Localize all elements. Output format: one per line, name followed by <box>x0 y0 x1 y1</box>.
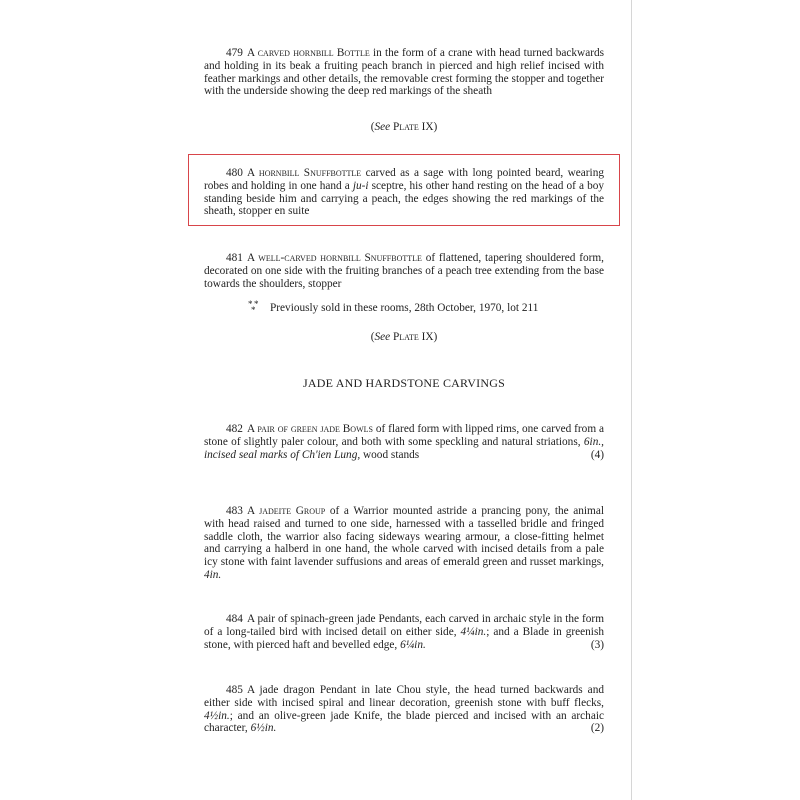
lot-description-cont: sceptre, his other hand resting on the head of a boy standing beside him and carrying a peach, the edges showing the red markings of the sheath, stopper en suite <box>204 179 605 218</box>
lot-483 <box>204 505 604 582</box>
lot-dimensions-2: 6½in. <box>250 722 277 735</box>
lot-description: of flared form with lipped rims, one carved from a stone of slightly paler colour, and both with some speckling and natural striations, <box>204 423 605 448</box>
lot-number: 484 <box>226 613 243 625</box>
lot-quantity: (3) <box>590 638 604 651</box>
lot-description: A pair of spinach-green jade Pendants, each carved in archaic style in the form of a long-tailed bird with incised detail on either side, <box>204 613 604 638</box>
lot-number: 480 <box>226 167 243 179</box>
plate-label: Plate IX <box>392 331 434 343</box>
asterism-icon: * * * <box>248 299 259 315</box>
provenance-note <box>204 301 604 315</box>
lot-485 <box>204 684 604 735</box>
lot-description-cont: ; and an olive-green jade Knife, the blade pierced and incised with an archaic character, <box>204 709 604 735</box>
lot-quantity: (2) <box>590 722 604 735</box>
lot-dimensions-2: 6¼in. <box>400 638 426 651</box>
plate-label: Plate IX <box>392 121 434 133</box>
lot-dimensions: 6in., incised seal marks of Ch'ien Lung, <box>204 435 604 461</box>
lot-479 <box>204 47 604 98</box>
lot-description-cont: wood stands <box>363 448 420 461</box>
see-label: See <box>374 121 391 133</box>
lot-title: A hornbill Snuffbottle <box>246 167 362 179</box>
lot-number: 479 <box>226 47 243 59</box>
lot-484 <box>204 613 604 651</box>
section-title: JADE AND HARDSTONE CARVINGS <box>303 376 505 390</box>
see-label: See <box>374 331 391 343</box>
plate-reference-1: (See Plate IX) <box>370 121 438 133</box>
lot-number: 482 <box>226 423 243 435</box>
lot-title: A carved hornbill Bottle <box>246 47 370 59</box>
lot-description: in the form of a crane with head turned backwards and holding in its beak a fruiting peach branch in pierced and high relief incised with feather markings and other details, the removable crest forming the stopper and together with the underside showing the deep red markings of the sheath <box>204 47 605 98</box>
lot-number: 485 <box>226 684 243 696</box>
lot-dimensions: 4½in. <box>204 709 230 722</box>
plate-reference-2: (See Plate IX) <box>370 331 438 343</box>
lot-480 <box>204 167 604 218</box>
page-edge-line <box>631 0 632 800</box>
lot-description: carved as a sage with long pointed beard, wearing robes and holding in one hand a <box>204 167 604 192</box>
lot-description: of flattened, tapering shouldered form, decorated on one side with the fruiting branches of a peach tree extending from the base towards the shoulders, stopper <box>204 252 604 290</box>
lot-481 <box>204 252 604 290</box>
lot-italic-term: ju-i <box>352 179 369 192</box>
lot-description: A jade dragon Pendant in late Chou style, the head turned backwards and either side with incised spiral and linear decoration, greenish stone with buff flecks, <box>204 684 604 709</box>
lot-482 <box>204 423 604 461</box>
lot-title: A pair of green jade Bowls <box>246 423 373 435</box>
provenance-text: Previously sold in these rooms, 28th October, 1970, lot 211 <box>270 302 539 314</box>
lot-description: of a Warrior mounted astride a prancing pony, the animal with head raised and turned to one side, harnessed with a tasselled bridle and fringed saddle cloth, the warrior also facing sideways wearing armour, a close-fitting helmet and carrying a halberd in one hand, the whole carved with incised details from a pale icy stone with faint lavender suffusions and areas of emerald green and russet markings, <box>204 505 604 569</box>
lot-number: 483 <box>226 505 243 517</box>
lot-title: A well-carved hornbill Snuffbottle <box>246 252 422 264</box>
lot-title: A jadeite Group <box>246 505 326 517</box>
lot-dimensions: 4¼in. <box>460 625 487 638</box>
lot-dimensions: 4in. <box>204 568 222 581</box>
lot-description-cont: ; and a Blade in greenish stone, with pierced haft and bevelled edge, <box>204 625 604 651</box>
lot-quantity: (4) <box>590 448 604 461</box>
lot-number: 481 <box>226 252 243 264</box>
